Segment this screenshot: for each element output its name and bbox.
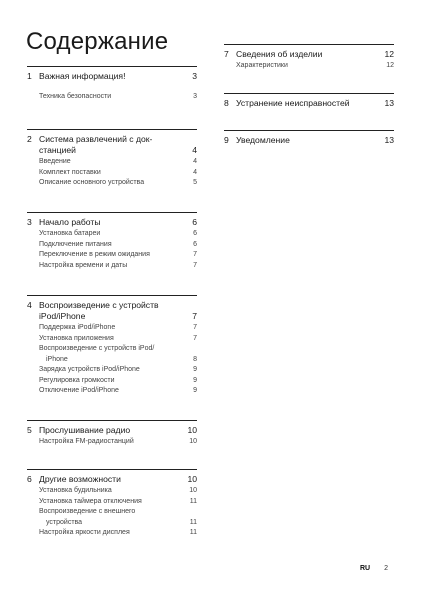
section-number: 5 — [27, 425, 32, 435]
entry-page: 9 — [193, 366, 197, 373]
toc-column-left — [27, 66, 197, 539]
entry-page: 3 — [193, 93, 197, 100]
entry-text: Подключение питания — [39, 240, 112, 248]
toc-entry[interactable] — [39, 334, 197, 345]
entry-text: Характеристики — [236, 62, 288, 69]
section-page: 13 — [384, 98, 394, 108]
toc-section-heading[interactable] — [27, 425, 197, 436]
toc-section-heading[interactable] — [27, 71, 197, 82]
toc-entry[interactable] — [39, 437, 197, 448]
section-title: Важная информация! — [39, 71, 126, 81]
toc-entry[interactable] — [39, 376, 197, 387]
toc-section-heading[interactable] — [224, 135, 394, 146]
toc-section-6 — [27, 469, 197, 539]
section-number: 9 — [224, 135, 229, 145]
entry-text: Настройка времени и даты — [39, 261, 128, 269]
entry-page: 10 — [189, 438, 197, 445]
entry-text: Установка таймера отключения — [39, 497, 142, 505]
toc-entry[interactable] — [39, 344, 197, 355]
toc-entry[interactable] — [39, 178, 197, 189]
toc-entry[interactable] — [39, 250, 197, 261]
section-number: 8 — [224, 98, 229, 108]
entry-text: Отключение iPod/iPhone — [39, 387, 119, 394]
section-page: 10 — [187, 425, 197, 435]
toc-section-heading[interactable] — [224, 49, 394, 60]
toc-section-4 — [27, 295, 197, 420]
toc-entry[interactable] — [39, 507, 197, 518]
entry-page: 11 — [189, 529, 197, 536]
toc-entry[interactable] — [39, 229, 197, 240]
entry-text: Введение — [39, 158, 71, 165]
entry-text: Регулировка громкости — [39, 376, 115, 384]
toc-column-right — [224, 44, 394, 146]
entry-page: 7 — [193, 334, 197, 342]
entry-text: Установка будильника — [39, 487, 112, 494]
entry-page: 11 — [189, 497, 197, 505]
section-title: Система развлечений с док-станцией — [39, 134, 153, 155]
entry-page: 5 — [193, 179, 197, 186]
toc-entry[interactable] — [39, 486, 197, 497]
entry-text: Установка батареи — [39, 230, 101, 237]
section-number: 4 — [27, 300, 32, 310]
section-title: Воспроизведение с устройств iPod/iPhone — [39, 300, 159, 321]
entry-page: 4 — [193, 158, 197, 165]
section-title: Прослушивание радио — [39, 425, 131, 435]
section-page: 10 — [187, 474, 197, 484]
entry-text: Настройка яркости дисплея — [39, 529, 130, 536]
section-number: 3 — [27, 217, 32, 227]
toc-section-3 — [27, 212, 197, 295]
language-code: RU — [360, 565, 371, 572]
section-page: 7 — [192, 311, 197, 321]
section-number: 1 — [27, 71, 32, 81]
entry-page: 9 — [193, 376, 197, 384]
entry-page: 12 — [386, 62, 394, 69]
section-title: Другие возможности — [39, 474, 121, 484]
toc-section-2 — [27, 129, 197, 212]
entry-text: Установка приложения — [39, 334, 114, 342]
toc-entry[interactable] — [39, 92, 197, 103]
entry-text: Комплект поставки — [39, 168, 101, 176]
entry-page: 4 — [193, 168, 197, 176]
entry-page: 10 — [189, 487, 197, 494]
toc-entry[interactable] — [39, 323, 197, 334]
section-title: Сведения об изделии — [236, 49, 323, 59]
toc-entry[interactable] — [39, 386, 197, 397]
toc-entry[interactable] — [39, 355, 197, 366]
toc-section-heading[interactable] — [224, 98, 394, 109]
page-number: 2 — [384, 565, 389, 572]
section-title: Уведомление — [236, 135, 290, 145]
toc-entry[interactable] — [39, 518, 197, 529]
toc-section-7 — [224, 44, 394, 93]
toc-section-heading[interactable] — [27, 474, 197, 485]
section-title: Устранение неисправностей — [236, 98, 350, 108]
entry-page: 7 — [193, 261, 197, 269]
toc-entry[interactable] — [39, 240, 197, 251]
page-footer — [360, 565, 388, 572]
toc-section-1 — [27, 66, 197, 129]
toc-section-heading[interactable] — [27, 300, 197, 322]
toc-entry[interactable] — [39, 168, 197, 179]
toc-section-5 — [27, 420, 197, 469]
entry-text: Переключение в режим ожидания — [39, 251, 150, 258]
toc-section-8 — [224, 93, 394, 130]
toc-section-9 — [224, 130, 394, 146]
entry-text: Поддержка iPod/iPhone — [39, 324, 116, 331]
entry-page: 11 — [189, 518, 197, 526]
toc-entry[interactable] — [39, 157, 197, 168]
section-number: 6 — [27, 474, 32, 484]
entry-page: 7 — [193, 251, 197, 258]
entry-page: 7 — [193, 324, 197, 331]
entry-page: 9 — [193, 387, 197, 394]
section-page: 4 — [192, 145, 197, 155]
entry-page: 6 — [193, 230, 197, 237]
page-title: Содержание — [26, 28, 169, 55]
entry-text: Техника безопасности — [39, 93, 112, 100]
section-title: Начало работы — [39, 217, 101, 227]
section-number: 2 — [27, 134, 32, 144]
entry-text: iPhone — [46, 355, 68, 363]
entry-text: Настройка FM-радиостанций — [39, 438, 134, 445]
toc-section-heading[interactable] — [27, 217, 197, 228]
entry-text: Описание основного устройства — [39, 179, 145, 186]
entry-page: 8 — [193, 355, 197, 363]
section-page: 12 — [384, 49, 394, 59]
section-page: 6 — [192, 217, 197, 227]
entry-text: Зарядка устройств iPod/iPhone — [39, 366, 140, 373]
section-page: 3 — [192, 71, 197, 81]
section-page: 13 — [384, 135, 394, 145]
toc-entry[interactable] — [39, 497, 197, 508]
entry-text: Воспроизведение с устройств iPod/ — [39, 345, 155, 352]
entry-page: 6 — [193, 240, 197, 248]
entry-text: Воспроизведение с внешнего — [39, 508, 136, 515]
section-number: 7 — [224, 49, 229, 59]
entry-text: устройства — [46, 518, 83, 526]
toc-entry[interactable] — [39, 528, 197, 539]
toc-entry[interactable] — [39, 365, 197, 376]
toc-entry[interactable] — [39, 261, 197, 272]
toc-section-heading[interactable] — [27, 134, 197, 156]
toc-entry[interactable] — [236, 61, 394, 72]
